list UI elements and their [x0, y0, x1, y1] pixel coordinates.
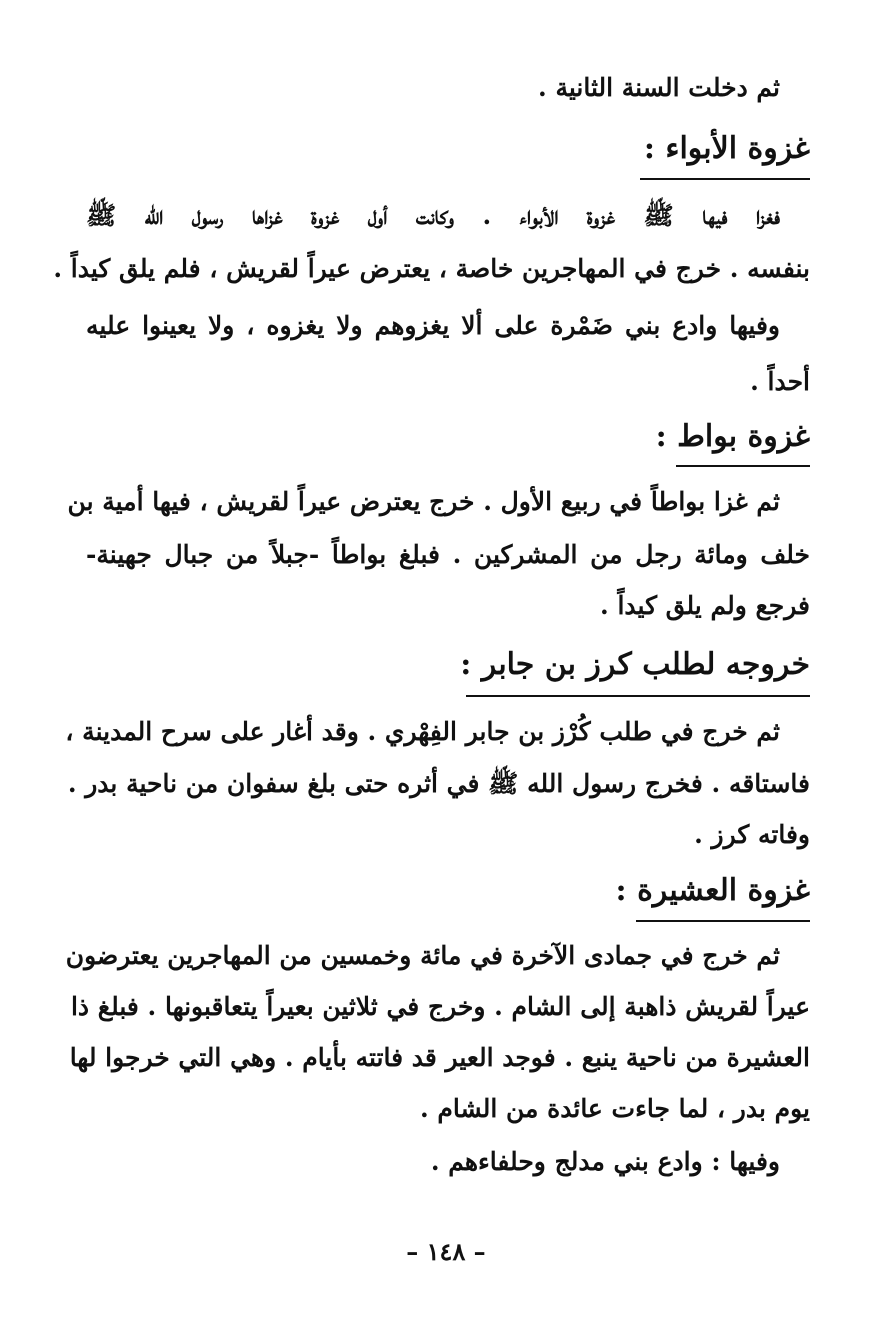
ushayra-line-1: ثم خرج في جمادى الآخرة في مائة وخمسين من المهاجرين يعترضون — [65, 941, 780, 970]
intro-line: ثم دخلت السنة الثانية . — [538, 73, 780, 102]
ushayra-line-3: العشيرة من ناحية ينبع . فوجد العير قد فاتته بأيام . وهي التي خرجوا لها — [69, 1043, 810, 1072]
page-number: – ١٤٨ – — [406, 1237, 486, 1266]
abwa-line-1: فغزا فيها ﷺ غزوة الأبواء . وكانت أول غزوة غزاها رسول الله ﷺ — [86, 201, 780, 230]
heading-underline-abwa — [640, 178, 810, 180]
buwat-line-1: ثم غزا بواطاً في ربيع الأول . خرج يعترض عيراً لقريش ، فيها أمية بن — [67, 487, 780, 516]
abwa-line-3: وفيها وادع بني ضَمْرة على ألا يغزوهم ولا يغزوه ، ولا يعينوا عليه — [86, 311, 780, 340]
buwat-line-2: خلف ومائة رجل من المشركين . فبلغ بواطاً -جبلاً من جبال جهينة- — [86, 540, 810, 569]
heading-underline-buwat — [676, 465, 810, 467]
abwa-line-2: بنفسه . خرج في المهاجرين خاصة ، يعترض عيراً لقريش ، فلم يلق كيداً . — [53, 254, 810, 283]
buwat-line-3: فرجع ولم يلق كيداً . — [600, 591, 810, 620]
section-heading-buwat: غزوة بواط : — [655, 419, 810, 454]
ushayra-line-5: وفيها : وادع بني مدلج وحلفاءهم . — [430, 1147, 780, 1176]
kurz-line-3: وفاته كرز . — [694, 820, 810, 849]
heading-underline-kurz — [466, 695, 810, 697]
section-heading-abwa: غزوة الأبواء : — [643, 131, 810, 166]
kurz-line-1: ثم خرج في طلب كُرْز بن جابر الفِهْري . وقد أغار على سرح المدينة ، — [65, 717, 780, 746]
kurz-line-2: فاستاقه . فخرج رسول الله ﷺ في أثره حتى بلغ سفوان من ناحية بدر . — [67, 769, 810, 798]
section-heading-ushayra: غزوة العشيرة : — [615, 873, 810, 908]
page-content — [53, 62, 810, 1262]
heading-underline-ushayra — [636, 920, 810, 922]
section-heading-kurz: خروجه لطلب كرز بن جابر : — [460, 647, 810, 682]
ushayra-line-2: عيراً لقريش ذاهبة إلى الشام . وخرج في ثلاثين بعيراً يتعاقبونها . فبلغ ذا — [70, 992, 810, 1021]
ushayra-line-4: يوم بدر ، لما جاءت عائدة من الشام . — [419, 1094, 810, 1123]
abwa-line-4: أحداً . — [750, 367, 810, 396]
